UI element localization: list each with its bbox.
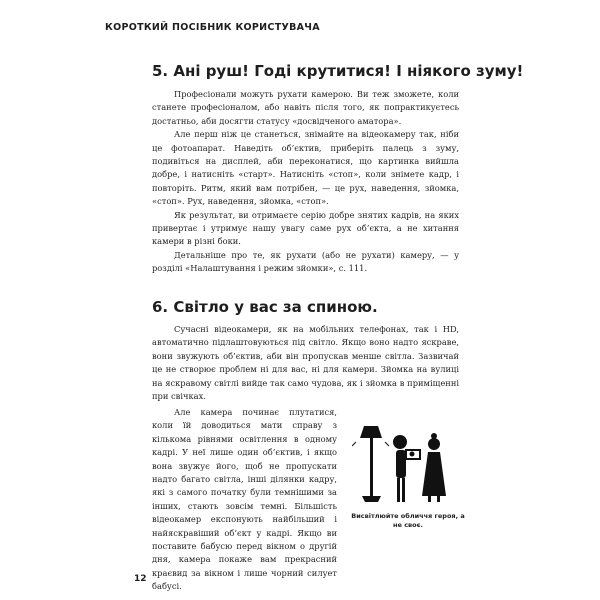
illustration-caption: Висвітлюйте обличчя героя, а не своє. <box>351 512 465 529</box>
section-6-body-wrap <box>152 406 337 594</box>
paragraph: Як результат, ви отримаєте серію добре знятих кадрів, на яких привертає і утримує нашу увагу саме рух об’єкта, а не хитання камери в різні боки. <box>152 209 459 247</box>
page-number: 12 <box>134 574 147 584</box>
photographer-illustration <box>352 420 460 506</box>
lamp-icon <box>352 426 389 502</box>
paragraph: Професіонали можуть рухати камерою. Ви теж зможете, коли станете професіоналом, або навіть після того, як попрактикуєтесь достатньо, аби досягти статусу «досвідченого аматора». <box>152 89 459 126</box>
section-6-title: 6. Світло у вас за спиною. <box>152 298 378 316</box>
running-header: КОРОТКИЙ ПОСІБНИК КОРИСТУВАЧА <box>105 22 320 33</box>
paragraph: Але перш ніж це станеться, знімайте на відеокамеру так, ніби це фотоапарат. Наведіть об’єктив, приберіть палець з зуму, подивіться на дисплей, аби переконатися, що картинка вийшла добре, і натисніть «старт». Натисніть «стоп», коли знімете кадр, і повторіть. Ритм, який вам потрібен, — це рух, наведення, зйомка, «стоп». Рух, наведення, зйомка, «стоп». <box>152 129 459 207</box>
grandmother-figure <box>422 433 446 502</box>
section-5-title: 5. Ані руш! Годі крутитися! І ніякого зуму! <box>152 62 524 80</box>
section-6-body <box>152 323 459 403</box>
paragraph: Але камера починає плутатися, коли їй доводиться мати справу з кількома рівнями освітлення в одному кадрі. У неї лише один об’єктив, і якщо вона звужує його, щоб не пропускати надто багато світла, інші ділянки кадру, які з самого початку були темнішими за інших, стають зовсім темні. Більшість відеокамер експонують найбільший і найяскравіший об’єкт у кадрі. Якщо ви поставите бабусю перед вікном о другій дня, камера покаже вам прекрасний краєвид за вікном і лише чорний силует бабусі. <box>152 407 337 592</box>
paragraph: Сучасні відеокамери, як на мобільних телефонах, так і HD, автоматично підлаштовуються під світло. Якщо воно надто яскраве, вони звужують об’єктив, аби він пропускав менше світла. Зазвичай це не створює проблем ні для вас, ні для камери. Зйомка на вулиці на яскравому світлі вийде так само чудова, як і зйомка в приміщенні при свічках. <box>152 324 459 402</box>
section-5-body <box>152 88 459 276</box>
paragraph: Детальніше про те, як рухати (або не рухати) камеру, — у розділі «Налаштування і режим зйомки», с. 111. <box>152 249 459 274</box>
camera-operator-figure <box>393 435 420 502</box>
